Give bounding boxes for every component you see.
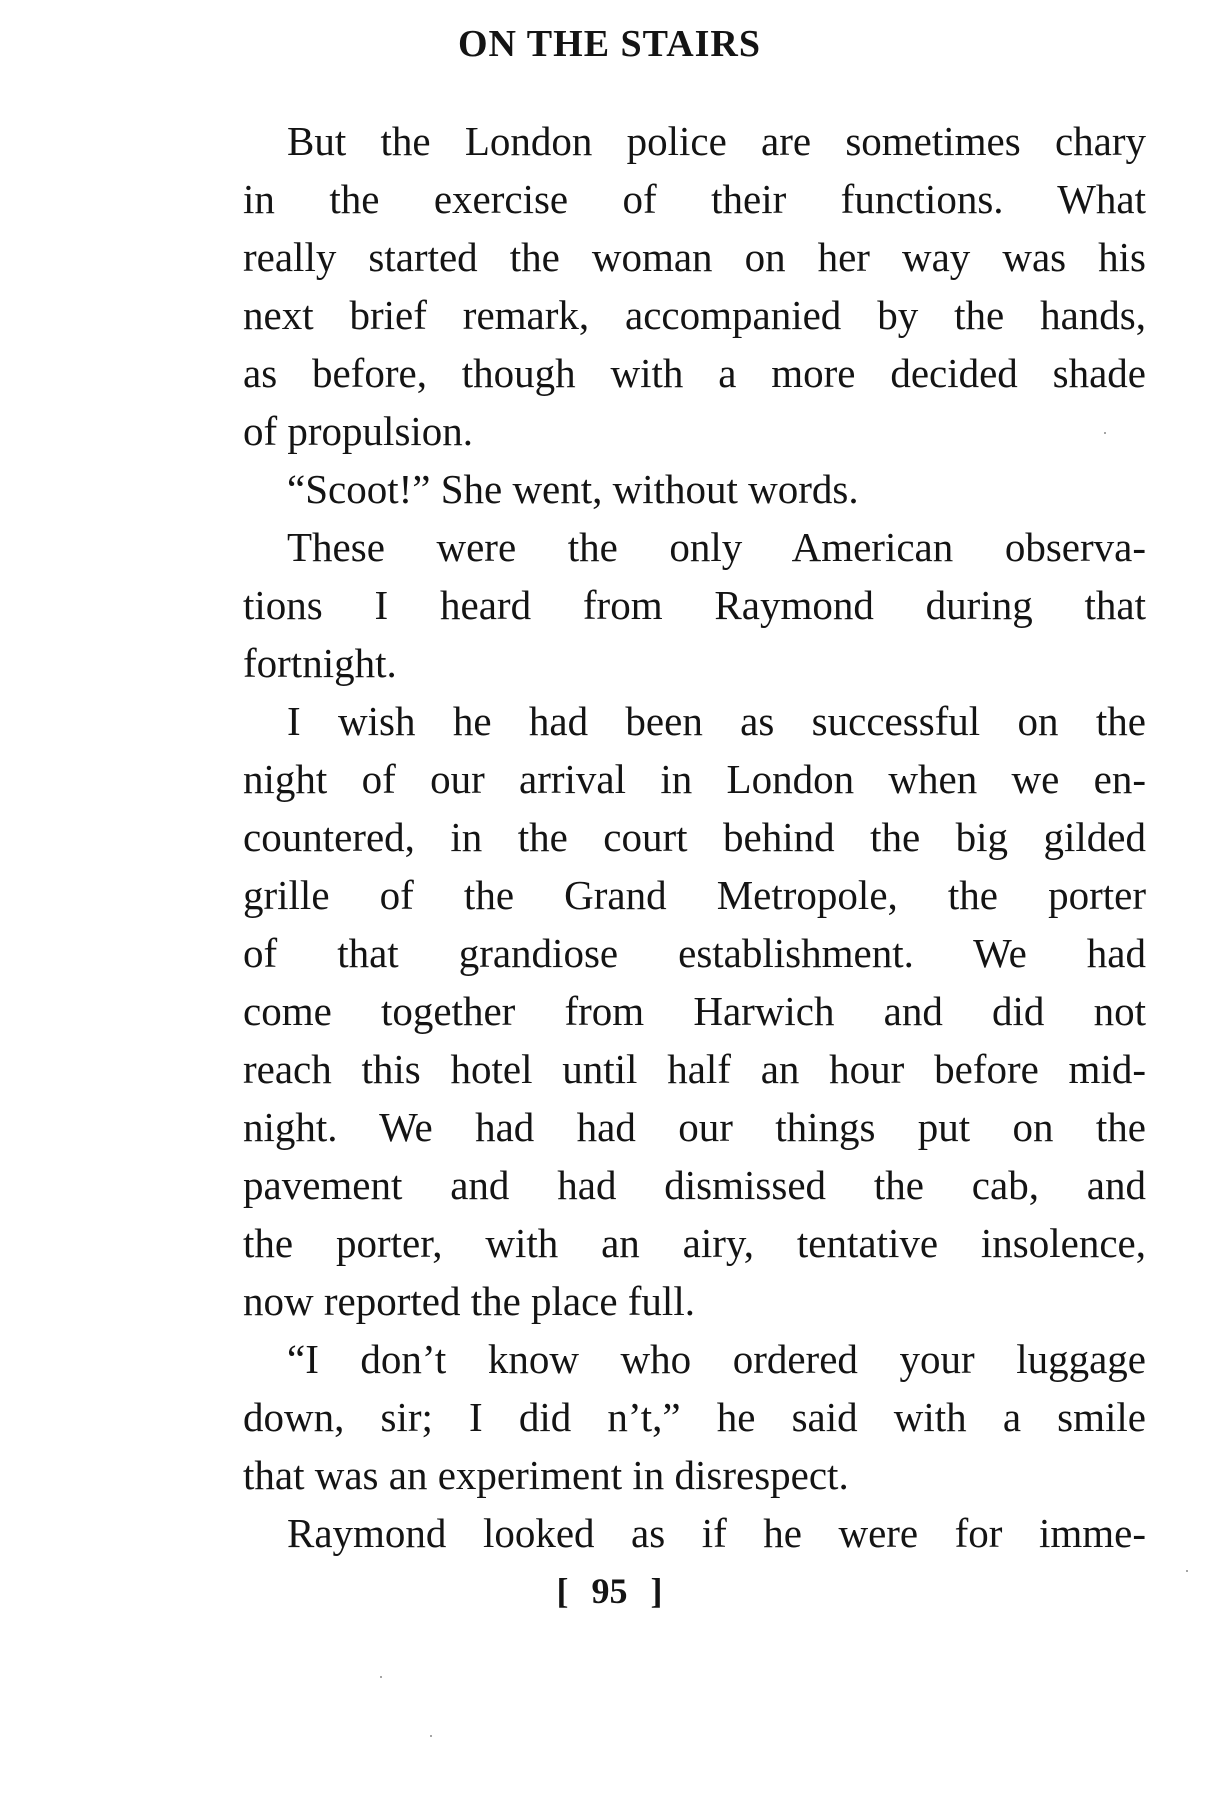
text-line: really started the woman on her way was his [243, 234, 1146, 280]
text-line: down, sir; I did n’t,” he said with a smile [243, 1394, 1146, 1440]
text-line: pavement and had dismissed the cab, and [243, 1162, 1146, 1208]
text-line: night. We had had our things put on the [243, 1104, 1146, 1150]
text-line: that was an experiment in disrespect. [243, 1452, 849, 1498]
scan-speck [430, 1735, 432, 1737]
text-line: reach this hotel until half an hour before mid- [243, 1046, 1146, 1092]
text-line: “Scoot!” She went, without words. [287, 466, 859, 512]
text-line: of propulsion. [243, 408, 474, 454]
scan-speck [1104, 432, 1106, 434]
scan-speck [1186, 1570, 1188, 1572]
page-number: [ 95 ] [556, 1571, 663, 1611]
text-line: I wish he had been as successful on the [287, 698, 1146, 744]
text-line: Raymond looked as if he were for imme- [287, 1510, 1146, 1556]
text-line: countered, in the court behind the big gilded [243, 814, 1146, 860]
text-line: night of our arrival in London when we en- [243, 756, 1146, 802]
scan-speck [380, 1676, 382, 1678]
text-line: come together from Harwich and did not [243, 988, 1146, 1034]
text-line: as before, though with a more decided shade [243, 350, 1146, 396]
text-line: tions I heard from Raymond during that [243, 582, 1146, 628]
text-line: fortnight. [243, 640, 397, 686]
text-line: in the exercise of their functions. What [243, 176, 1146, 222]
running-head: ON THE STAIRS [457, 23, 762, 65]
text-line: “I don’t know who ordered your luggage [287, 1336, 1146, 1382]
text-line: These were the only American observa- [287, 524, 1146, 570]
text-line: now reported the place full. [243, 1278, 695, 1324]
text-line: next brief remark, accompanied by the hands, [243, 292, 1146, 338]
text-line: of that grandiose establishment. We had [243, 930, 1146, 976]
text-line: the porter, with an airy, tentative insolence, [243, 1220, 1146, 1266]
text-line: grille of the Grand Metropole, the porter [243, 872, 1146, 918]
text-line: But the London police are sometimes chary [287, 118, 1146, 164]
